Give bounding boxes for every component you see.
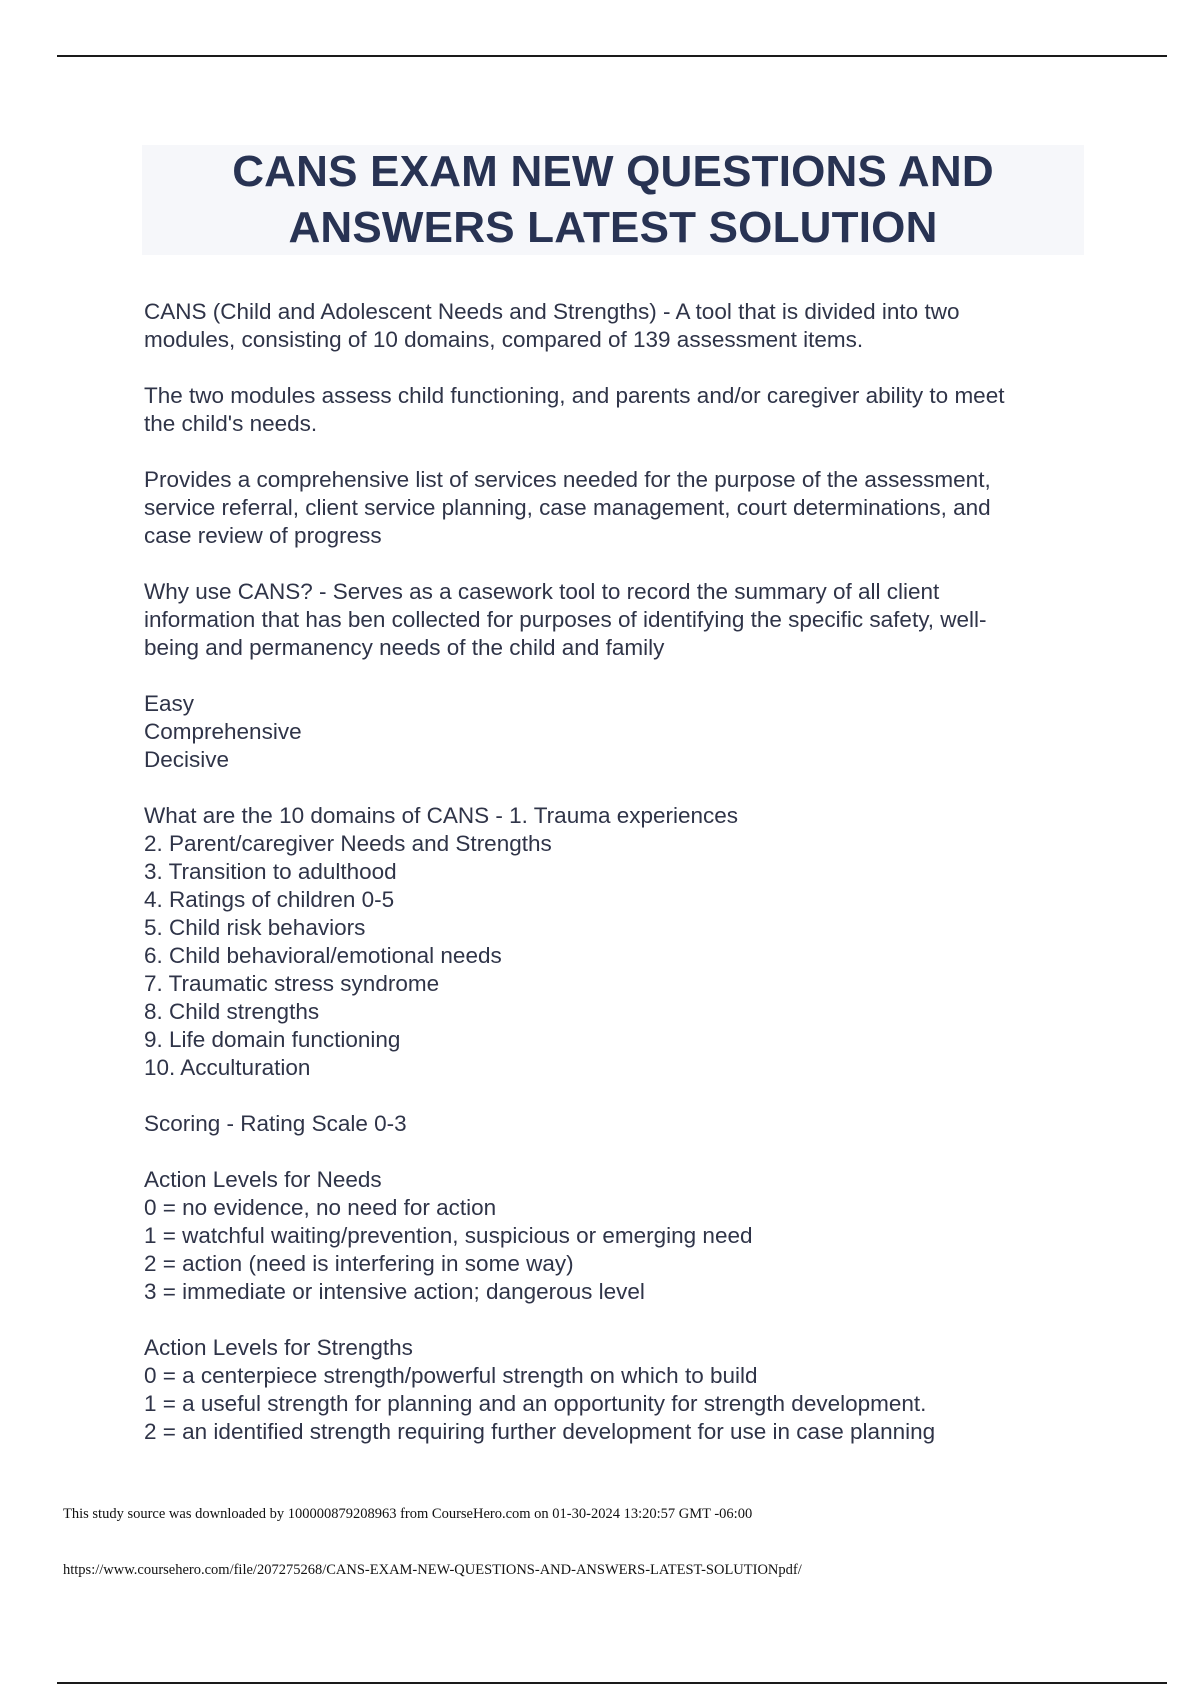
paragraph-line: 1 = watchful waiting/prevention, suspicious or emerging need — [144, 1223, 753, 1248]
paragraph — [144, 1110, 1084, 1138]
paragraph — [144, 298, 1084, 354]
paragraph — [144, 466, 1084, 550]
paragraph — [144, 1334, 1084, 1446]
paragraph-line: 0 = no evidence, no need for action — [144, 1195, 497, 1220]
paragraph-line: information that has ben collected for purposes of identifying the specific safety, well- — [144, 607, 987, 632]
paragraph — [144, 382, 1084, 438]
paragraph — [144, 1166, 1084, 1306]
paragraph-line: What are the 10 domains of CANS - 1. Trauma experiences — [144, 803, 739, 828]
document-body — [144, 298, 1084, 1474]
title-banner — [142, 145, 1084, 255]
paragraph-line: the child's needs. — [144, 411, 318, 436]
top-divider — [57, 55, 1167, 57]
download-note: This study source was downloaded by 100000879208963 from CourseHero.com on 01-30-2024 13:20:57 GMT -06:00 — [63, 1506, 753, 1522]
paragraph-line: 4. Ratings of children 0-5 — [144, 887, 395, 912]
paragraph-line: being and permanency needs of the child and family — [144, 635, 665, 660]
paragraph-line: 1 = a useful strength for planning and an opportunity for strength development. — [144, 1391, 927, 1416]
paragraph-line: Why use CANS? - Serves as a casework tool to record the summary of all client — [144, 579, 940, 604]
paragraph-line: 0 = a centerpiece strength/powerful strength on which to build — [144, 1363, 758, 1388]
paragraph-line: 6. Child behavioral/emotional needs — [144, 943, 502, 968]
paragraph-line: 3. Transition to adulthood — [144, 859, 397, 884]
paragraph-line: Decisive — [144, 747, 230, 772]
paragraph-line: The two modules assess child functioning, and parents and/or caregiver ability to meet — [144, 383, 1005, 408]
paragraph-line: Provides a comprehensive list of services needed for the purpose of the assessment, — [144, 467, 991, 492]
paragraph-line: CANS (Child and Adolescent Needs and Strengths) - A tool that is divided into two — [144, 299, 960, 324]
paragraph-line: 10. Acculturation — [144, 1055, 311, 1080]
paragraph-line: Scoring - Rating Scale 0-3 — [144, 1111, 407, 1136]
paragraph-line: 7. Traumatic stress syndrome — [144, 971, 440, 996]
paragraph-line: Action Levels for Strengths — [144, 1335, 413, 1360]
paragraph-line: 2. Parent/caregiver Needs and Strengths — [144, 831, 552, 856]
paragraph-line: 8. Child strengths — [144, 999, 320, 1024]
paragraph-line: 9. Life domain functioning — [144, 1027, 401, 1052]
title-line: ANSWERS LATEST SOLUTION — [288, 203, 938, 252]
paragraph-line: 2 = action (need is interfering in some way) — [144, 1251, 574, 1276]
paragraph-line: Easy — [144, 691, 195, 716]
paragraph-line: case review of progress — [144, 523, 382, 548]
paragraph — [144, 578, 1084, 662]
paragraph — [144, 802, 1084, 1082]
paragraph — [144, 690, 1084, 774]
title-line: CANS EXAM NEW QUESTIONS AND — [232, 147, 994, 196]
bottom-divider — [57, 1682, 1167, 1684]
paragraph-line: service referral, client service planning, case management, court determinations, and — [144, 495, 991, 520]
paragraph-line: 2 = an identified strength requiring further development for use in case planning — [144, 1419, 936, 1444]
source-url: https://www.coursehero.com/file/207275268/CANS-EXAM-NEW-QUESTIONS-AND-ANSWERS-LATEST-SOLUTIONpdf/ — [63, 1562, 802, 1578]
document-title — [232, 144, 994, 256]
paragraph-line: 3 = immediate or intensive action; dangerous level — [144, 1279, 645, 1304]
paragraph-line: Comprehensive — [144, 719, 302, 744]
paragraph-line: modules, consisting of 10 domains, compared of 139 assessment items. — [144, 327, 864, 352]
paragraph-line: 5. Child risk behaviors — [144, 915, 366, 940]
paragraph-line: Action Levels for Needs — [144, 1167, 382, 1192]
